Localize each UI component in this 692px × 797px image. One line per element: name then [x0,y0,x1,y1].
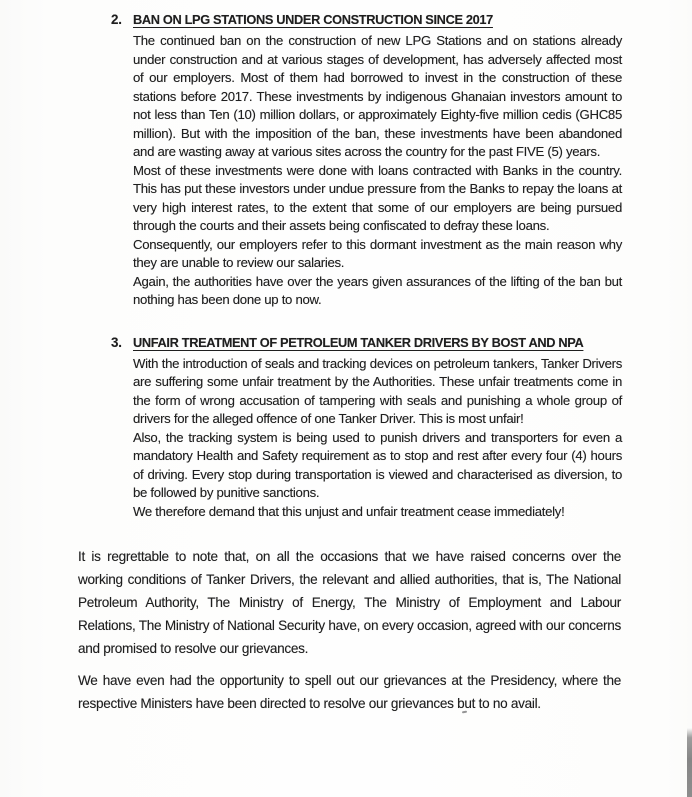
document-content [0,12,692,715]
paragraph: With the introduction of seals and tracking devices on petroleum tankers, Tanker Drivers are suffering some unfair treatment by the Authorities. These unfair treatments come in the form of wrong accusation of tampering with seals and punishing a whole group of drivers for the alleged offence of one Tanker Driver. This is most unfair! [133,355,622,426]
section-unfair-treatment-tanker-drivers [0,335,622,522]
scan-edge-shadow [687,728,692,797]
section-heading: BAN ON LPG STATIONS UNDER CONSTRUCTION SINCE 2017 [133,12,493,27]
section-ban-on-lpg-stations [0,12,622,310]
paragraph: We have even had the opportunity to spell out our grievances at the Presidency, where the respective Ministers have been directed to resolve our grievances but to no avail. [78,673,621,711]
paragraph: Again, the authorities have over the years given assurances of the lifting of the ban but nothing has been done up to now. [133,273,622,307]
section-number: 3. [111,334,122,350]
section-body [133,32,622,310]
section-heading: UNFAIR TREATMENT OF PETROLEUM TANKER DRIVERS BY BOST AND NPA [133,334,584,350]
section-number: 2. [111,12,122,27]
paragraph: It is regrettable to note that, on all the occasions that we have raised concerns over the working conditions of Tanker Drivers, the relevant and allied authorities, that is, The National Petroleum Authority, The Ministry of Energy, The Ministry of Employment and Labour Relations, The Ministry of National Security have, on every occasion, agreed with our concerns and promised to resolve our grievances. [78,549,621,656]
paragraph: The continued ban on the construction of new LPG Stations and on stations already under construction and at various stages of development, has adversely affected most of our employers. Most of them had borrowed to invest in the construction of these stations before 2017. These investments by indigenous Ghanaian investors amount to not less than Ten (10) million dollars, or approximately Eighty-five million cedis (GHC85 million). But with the imposition of the ban, these investments have been abandoned and are wasting away at various sites across the country for the past FIVE (5) years. [133,33,622,159]
section-heading-row [111,335,622,350]
paragraph: Most of these investments were done with loans contracted with Banks in the country. This has put these investors under undue pressure from the Banks to repay the loans at very high interest rates, to the extent that some of our employers are being pursued through the courts and their assets being confiscated to defray these loans. [133,162,622,233]
closing-remarks [78,545,621,715]
paragraph: Also, the tracking system is being used to punish drivers and transporters for even a mandatory Health and Safety requirement as to stop and rest after every four (4) hours of driving. Every stop during transportation is viewed and characterised as diversion, to be followed by punitive sanctions. [133,429,622,500]
paragraph: We therefore demand that this unjust and unfair treatment cease immediately! [133,503,565,519]
section-heading-row [111,12,622,27]
section-body [133,355,622,522]
paragraph: Consequently, our employers refer to this dormant investment as the main reason why they are unable to review our salaries. [133,236,622,270]
